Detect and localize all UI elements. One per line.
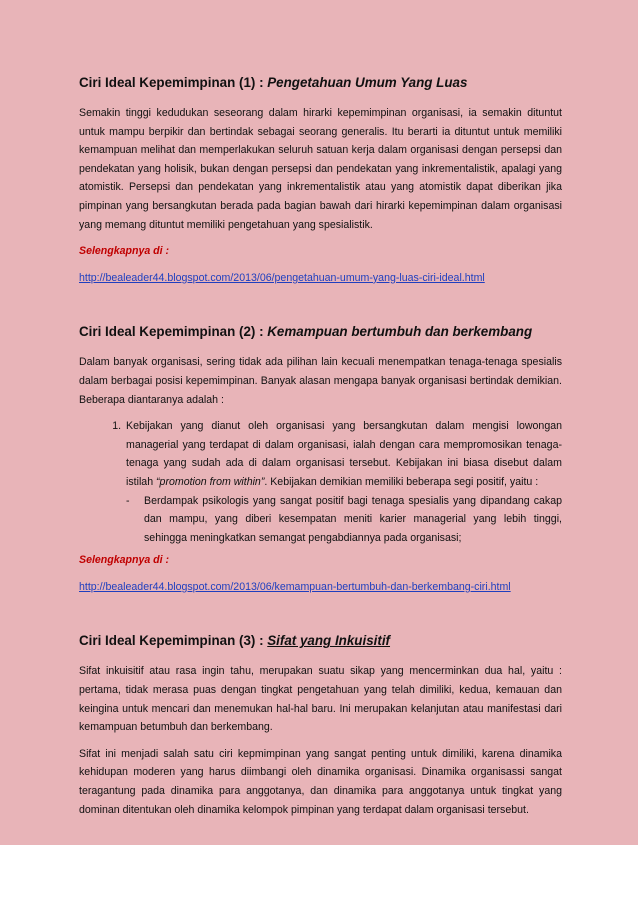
list-item-text-before: Kebijakan yang dianut oleh organisasi yang bersangkutan dalam mengisi lowongan managerial yang terdapat di dalam organisasi, ialah dengan cara mempromosikan tenaga-tenaga yang sudah ada di dalam organisasi tersebut. Kebijakan ini biasa disebut dalam istilah: [126, 420, 562, 488]
list-item-text-em: “promotion from within”: [156, 475, 265, 488]
section-1-title-sub: Pengetahuan Umum Yang Luas: [267, 75, 468, 90]
page-bottom-margin: [0, 845, 638, 903]
section-2-more-label: Selengkapnya di :: [79, 554, 170, 567]
section-1-paragraph: Semakin tinggi kedudukan seseorang dalam hirarki kepemimpinan organisasi, ia semakin dituntut untuk mampu berpikir dan bertindak sebagai seorang generalis. Itu berarti ia dituntut untuk memiliki kemampuan melihat dan memperlakukan seluruh satuan kerja dalam organisasi dengan persepsi dan pendekatan yang holisik, bukan dengan persepsi dan pendekatan yang inkrementalistik, apalagi yang atomistik. Persepsi dan pendekatan yang inkrementalistik atau yang atomistik dapat diberikan jika pimpinan yang bersangkutan berada pada bagian bawah dari hirarki kepemimpinan dalam organisasi yang memang dituntut memiliki pengetahuan yang spesialistik.: [79, 107, 562, 231]
sub-list: [126, 492, 562, 548]
section-3-paragraph-2: Sifat ini menjadi salah satu ciri kepmimpinan yang sangat penting untuk dimiliki, karena dinamika kehidupan moderen yang harus diimbangi oleh dinamika organisasi. Dinamika organisassi sangat teragantung pada dinamika para anggotanya, dan dinamika para anggotanya untuk tingkat yang dominan ditentukan oleh dinamika kelompok pimpinan yang terdapat dalam organisasi tersebut.: [79, 747, 562, 816]
section-1-title-prefix: Ciri Ideal Kepemimpinan (1) :: [79, 75, 268, 90]
list-item: [124, 417, 562, 547]
section-3-title-prefix: Ciri Ideal Kepemimpinan (3) :: [79, 633, 268, 649]
section-1-title: [79, 74, 562, 91]
section-2-title-sub: Kemampuan bertumbuh dan berkembang: [267, 324, 533, 340]
section-2-numbered-list: [79, 417, 562, 547]
section-3-title: [79, 632, 562, 649]
section-3-title-sub: Sifat yang Inkuisitif: [267, 633, 391, 649]
section-2-link[interactable]: http://bealeader44.blogspot.com/2013/06/kemampuan-bertumbuh-dan-berkembang-ciri.html: [79, 580, 511, 593]
section-2: [79, 323, 562, 596]
section-2-title: [79, 323, 562, 340]
section-1-link[interactable]: http://bealeader44.blogspot.com/2013/06/pengetahuan-umum-yang-luas-ciri-ideal.html: [79, 271, 485, 284]
section-3-paragraph-1: Sifat inkuisitif atau rasa ingin tahu, merupakan suatu sikap yang mencerminkan dua hal, yaitu : pertama, tidak merasa puas dengan tingkat pengetahuan yang telah dimiliki, kedua, kemauan dan keingina untuk mencari dan menemukan hal-hal baru. Ini merupakan kelanjutan atau manifestasi dari kemampuan betumbuh dan berkembang.: [79, 665, 562, 734]
section-3: [79, 632, 562, 819]
section-2-title-prefix: Ciri Ideal Kepemimpinan (2) :: [79, 324, 268, 340]
sub-list-item: - Berdampak psikologis yang sangat positif bagi tenaga spesialis yang dipandang cakap dan mampu, yang diberi kesempatan meniti karier managerial yang lebih tinggi, sehingga meningkatkan semangat pengabdiannya pada organisasi;: [126, 492, 562, 548]
section-1: [79, 74, 562, 287]
section-1-more-label: Selengkapnya di :: [79, 245, 170, 258]
list-item-text-after: . Kebijakan demikian memiliki beberapa segi positif, yaitu :: [264, 475, 539, 488]
section-2-paragraph: Dalam banyak organisasi, sering tidak ada pilihan lain kecuali menempatkan tenaga-tenaga spesialis dalam berbagai posisi kepemimpinan. Banyak alasan mengapa banyak organisasi bertindak demikian. Beberapa diantaranya adalah :: [79, 356, 562, 406]
